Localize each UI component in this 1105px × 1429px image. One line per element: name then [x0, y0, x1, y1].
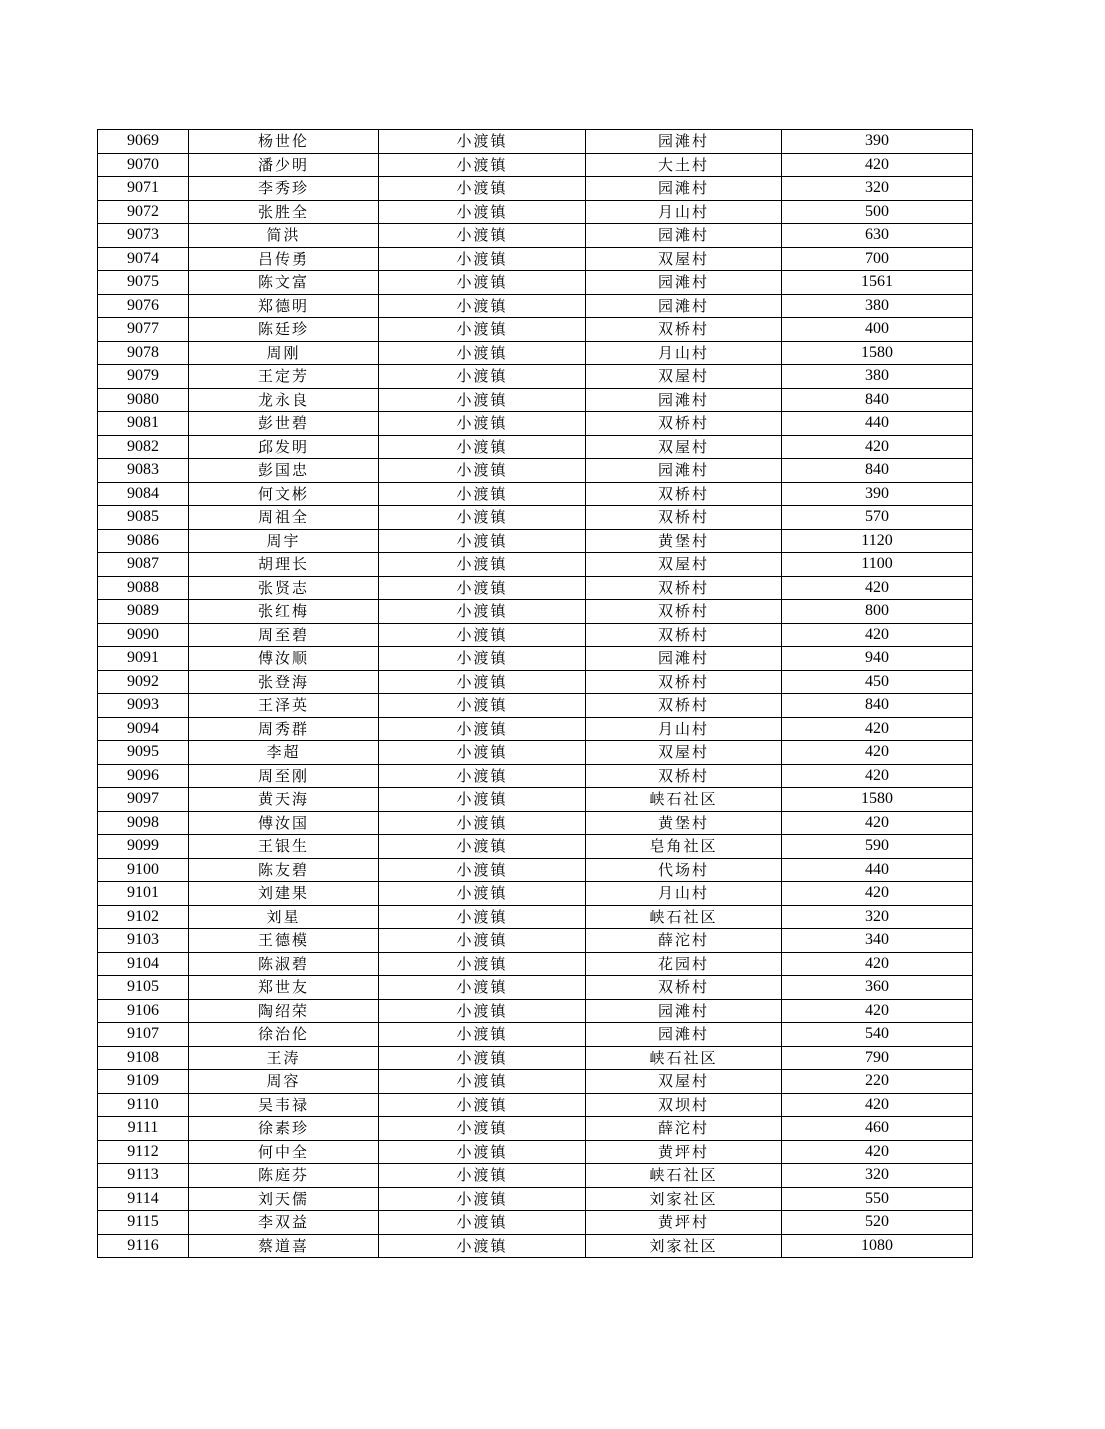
- cell-name: 邱发明: [189, 435, 379, 459]
- cell-amount: 400: [782, 318, 973, 342]
- table-row: [98, 1023, 973, 1047]
- cell-name: 徐素珍: [189, 1117, 379, 1141]
- table-row: [98, 482, 973, 506]
- cell-name: 陶绍荣: [189, 999, 379, 1023]
- cell-id: 9086: [98, 529, 189, 553]
- table-row: [98, 177, 973, 201]
- cell-town: 小渡镇: [379, 388, 586, 412]
- table-row: [98, 741, 973, 765]
- cell-id: 9107: [98, 1023, 189, 1047]
- cell-name: 张贤志: [189, 576, 379, 600]
- cell-id: 9078: [98, 341, 189, 365]
- cell-town: 小渡镇: [379, 412, 586, 436]
- cell-town: 小渡镇: [379, 623, 586, 647]
- cell-name: 陈淑碧: [189, 952, 379, 976]
- cell-amount: 340: [782, 929, 973, 953]
- table-row: [98, 153, 973, 177]
- cell-name: 郑世友: [189, 976, 379, 1000]
- cell-amount: 1561: [782, 271, 973, 295]
- cell-village: 双桥村: [586, 506, 782, 530]
- cell-village: 双屋村: [586, 553, 782, 577]
- cell-amount: 550: [782, 1187, 973, 1211]
- cell-town: 小渡镇: [379, 1140, 586, 1164]
- table-row: [98, 1093, 973, 1117]
- cell-name: 蔡道喜: [189, 1234, 379, 1258]
- cell-village: 园滩村: [586, 647, 782, 671]
- cell-village: 双桥村: [586, 482, 782, 506]
- cell-village: 花园村: [586, 952, 782, 976]
- cell-amount: 390: [782, 482, 973, 506]
- cell-village: 双桥村: [586, 412, 782, 436]
- cell-town: 小渡镇: [379, 976, 586, 1000]
- cell-amount: 790: [782, 1046, 973, 1070]
- table-row: [98, 623, 973, 647]
- cell-village: 峡石社区: [586, 1046, 782, 1070]
- table-body: [98, 130, 973, 1258]
- cell-name: 何中全: [189, 1140, 379, 1164]
- cell-town: 小渡镇: [379, 882, 586, 906]
- cell-id: 9080: [98, 388, 189, 412]
- cell-name: 徐治伦: [189, 1023, 379, 1047]
- cell-town: 小渡镇: [379, 247, 586, 271]
- cell-id: 9076: [98, 294, 189, 318]
- cell-amount: 390: [782, 130, 973, 154]
- cell-name: 王银生: [189, 835, 379, 859]
- cell-amount: 380: [782, 294, 973, 318]
- cell-id: 9094: [98, 717, 189, 741]
- cell-town: 小渡镇: [379, 365, 586, 389]
- cell-village: 峡石社区: [586, 1164, 782, 1188]
- cell-id: 9072: [98, 200, 189, 224]
- cell-town: 小渡镇: [379, 294, 586, 318]
- cell-amount: 1580: [782, 788, 973, 812]
- cell-town: 小渡镇: [379, 1023, 586, 1047]
- cell-id: 9098: [98, 811, 189, 835]
- cell-id: 9105: [98, 976, 189, 1000]
- table-row: [98, 1234, 973, 1258]
- cell-amount: 940: [782, 647, 973, 671]
- cell-village: 双桥村: [586, 694, 782, 718]
- cell-id: 9101: [98, 882, 189, 906]
- cell-village: 黄堡村: [586, 811, 782, 835]
- cell-amount: 360: [782, 976, 973, 1000]
- cell-village: 代场村: [586, 858, 782, 882]
- table-row: [98, 529, 973, 553]
- cell-id: 9087: [98, 553, 189, 577]
- table-row: [98, 365, 973, 389]
- cell-village: 双坝村: [586, 1093, 782, 1117]
- cell-town: 小渡镇: [379, 811, 586, 835]
- cell-id: 9102: [98, 905, 189, 929]
- table-row: [98, 412, 973, 436]
- table-row: [98, 858, 973, 882]
- table-row: [98, 388, 973, 412]
- table-row: [98, 811, 973, 835]
- table-row: [98, 271, 973, 295]
- cell-id: 9097: [98, 788, 189, 812]
- cell-name: 周刚: [189, 341, 379, 365]
- cell-village: 双桥村: [586, 623, 782, 647]
- cell-name: 胡理长: [189, 553, 379, 577]
- cell-amount: 420: [782, 764, 973, 788]
- table-row: [98, 1140, 973, 1164]
- cell-name: 彭国忠: [189, 459, 379, 483]
- cell-id: 9085: [98, 506, 189, 530]
- table-row: [98, 576, 973, 600]
- table-row: [98, 435, 973, 459]
- cell-amount: 460: [782, 1117, 973, 1141]
- cell-id: 9091: [98, 647, 189, 671]
- cell-village: 园滩村: [586, 999, 782, 1023]
- cell-name: 周至刚: [189, 764, 379, 788]
- cell-town: 小渡镇: [379, 153, 586, 177]
- cell-amount: 420: [782, 741, 973, 765]
- cell-id: 9103: [98, 929, 189, 953]
- cell-id: 9081: [98, 412, 189, 436]
- cell-town: 小渡镇: [379, 130, 586, 154]
- cell-village: 双屋村: [586, 741, 782, 765]
- table-row: [98, 670, 973, 694]
- cell-amount: 1120: [782, 529, 973, 553]
- cell-village: 园滩村: [586, 271, 782, 295]
- cell-village: 黄堡村: [586, 529, 782, 553]
- table-row: [98, 1164, 973, 1188]
- cell-amount: 840: [782, 388, 973, 412]
- cell-id: 9088: [98, 576, 189, 600]
- cell-id: 9111: [98, 1117, 189, 1141]
- cell-amount: 420: [782, 1140, 973, 1164]
- cell-village: 双桥村: [586, 976, 782, 1000]
- cell-id: 9071: [98, 177, 189, 201]
- cell-name: 吴韦禄: [189, 1093, 379, 1117]
- cell-name: 傅汝国: [189, 811, 379, 835]
- cell-name: 李超: [189, 741, 379, 765]
- cell-name: 刘建果: [189, 882, 379, 906]
- cell-id: 9089: [98, 600, 189, 624]
- cell-amount: 420: [782, 811, 973, 835]
- table-row: [98, 647, 973, 671]
- cell-amount: 540: [782, 1023, 973, 1047]
- cell-id: 9082: [98, 435, 189, 459]
- cell-village: 黄坪村: [586, 1140, 782, 1164]
- table-row: [98, 318, 973, 342]
- cell-amount: 840: [782, 459, 973, 483]
- cell-town: 小渡镇: [379, 1070, 586, 1094]
- cell-town: 小渡镇: [379, 271, 586, 295]
- cell-id: 9113: [98, 1164, 189, 1188]
- cell-name: 王泽英: [189, 694, 379, 718]
- cell-amount: 220: [782, 1070, 973, 1094]
- cell-id: 9075: [98, 271, 189, 295]
- cell-id: 9090: [98, 623, 189, 647]
- cell-name: 陈廷珍: [189, 318, 379, 342]
- cell-amount: 800: [782, 600, 973, 624]
- cell-name: 潘少明: [189, 153, 379, 177]
- table-row: [98, 1187, 973, 1211]
- cell-amount: 590: [782, 835, 973, 859]
- cell-village: 峡石社区: [586, 788, 782, 812]
- cell-town: 小渡镇: [379, 717, 586, 741]
- cell-name: 张胜全: [189, 200, 379, 224]
- cell-name: 周秀群: [189, 717, 379, 741]
- cell-town: 小渡镇: [379, 1046, 586, 1070]
- cell-name: 周宇: [189, 529, 379, 553]
- cell-town: 小渡镇: [379, 1117, 586, 1141]
- cell-id: 9115: [98, 1211, 189, 1235]
- cell-id: 9100: [98, 858, 189, 882]
- data-table: [97, 129, 973, 1258]
- cell-id: 9095: [98, 741, 189, 765]
- cell-id: 9073: [98, 224, 189, 248]
- cell-name: 黄天海: [189, 788, 379, 812]
- cell-amount: 380: [782, 365, 973, 389]
- cell-name: 杨世伦: [189, 130, 379, 154]
- cell-amount: 630: [782, 224, 973, 248]
- cell-name: 李双益: [189, 1211, 379, 1235]
- table-row: [98, 835, 973, 859]
- cell-town: 小渡镇: [379, 341, 586, 365]
- table-row: [98, 952, 973, 976]
- cell-village: 双屋村: [586, 1070, 782, 1094]
- cell-village: 园滩村: [586, 388, 782, 412]
- cell-town: 小渡镇: [379, 929, 586, 953]
- cell-id: 9104: [98, 952, 189, 976]
- cell-amount: 420: [782, 999, 973, 1023]
- cell-amount: 570: [782, 506, 973, 530]
- cell-village: 园滩村: [586, 294, 782, 318]
- cell-id: 9116: [98, 1234, 189, 1258]
- cell-town: 小渡镇: [379, 553, 586, 577]
- table-row: [98, 717, 973, 741]
- table-row: [98, 553, 973, 577]
- cell-id: 9110: [98, 1093, 189, 1117]
- cell-town: 小渡镇: [379, 647, 586, 671]
- cell-name: 龙永良: [189, 388, 379, 412]
- cell-id: 9099: [98, 835, 189, 859]
- cell-village: 月山村: [586, 717, 782, 741]
- cell-id: 9083: [98, 459, 189, 483]
- cell-town: 小渡镇: [379, 318, 586, 342]
- cell-town: 小渡镇: [379, 764, 586, 788]
- table-row: [98, 1211, 973, 1235]
- cell-name: 刘星: [189, 905, 379, 929]
- cell-village: 双桥村: [586, 670, 782, 694]
- cell-id: 9070: [98, 153, 189, 177]
- cell-town: 小渡镇: [379, 529, 586, 553]
- cell-id: 9096: [98, 764, 189, 788]
- table-row: [98, 294, 973, 318]
- cell-town: 小渡镇: [379, 435, 586, 459]
- cell-amount: 520: [782, 1211, 973, 1235]
- table-row: [98, 247, 973, 271]
- cell-amount: 500: [782, 200, 973, 224]
- table-row: [98, 976, 973, 1000]
- cell-town: 小渡镇: [379, 1187, 586, 1211]
- cell-town: 小渡镇: [379, 741, 586, 765]
- cell-town: 小渡镇: [379, 576, 586, 600]
- cell-village: 皂角社区: [586, 835, 782, 859]
- cell-amount: 840: [782, 694, 973, 718]
- cell-id: 9092: [98, 670, 189, 694]
- cell-village: 峡石社区: [586, 905, 782, 929]
- table-row: [98, 905, 973, 929]
- table-row: [98, 764, 973, 788]
- cell-town: 小渡镇: [379, 200, 586, 224]
- cell-village: 园滩村: [586, 177, 782, 201]
- cell-village: 月山村: [586, 200, 782, 224]
- cell-name: 张红梅: [189, 600, 379, 624]
- table-row: [98, 882, 973, 906]
- cell-village: 大土村: [586, 153, 782, 177]
- cell-town: 小渡镇: [379, 459, 586, 483]
- cell-town: 小渡镇: [379, 999, 586, 1023]
- cell-amount: 420: [782, 952, 973, 976]
- cell-village: 园滩村: [586, 224, 782, 248]
- cell-village: 双桥村: [586, 576, 782, 600]
- table-row: [98, 1117, 973, 1141]
- cell-town: 小渡镇: [379, 224, 586, 248]
- cell-id: 9069: [98, 130, 189, 154]
- cell-name: 周祖全: [189, 506, 379, 530]
- cell-village: 双桥村: [586, 318, 782, 342]
- cell-village: 薛沱村: [586, 1117, 782, 1141]
- cell-id: 9106: [98, 999, 189, 1023]
- cell-village: 刘家社区: [586, 1234, 782, 1258]
- cell-village: 双桥村: [586, 600, 782, 624]
- table-row: [98, 788, 973, 812]
- cell-town: 小渡镇: [379, 858, 586, 882]
- cell-name: 王德模: [189, 929, 379, 953]
- cell-name: 简洪: [189, 224, 379, 248]
- cell-town: 小渡镇: [379, 1164, 586, 1188]
- cell-town: 小渡镇: [379, 670, 586, 694]
- table-row: [98, 1046, 973, 1070]
- cell-amount: 320: [782, 905, 973, 929]
- cell-amount: 420: [782, 717, 973, 741]
- cell-amount: 440: [782, 412, 973, 436]
- cell-village: 园滩村: [586, 1023, 782, 1047]
- table-row: [98, 1070, 973, 1094]
- cell-name: 张登海: [189, 670, 379, 694]
- cell-name: 何文彬: [189, 482, 379, 506]
- table-row: [98, 999, 973, 1023]
- cell-village: 黄坪村: [586, 1211, 782, 1235]
- cell-town: 小渡镇: [379, 600, 586, 624]
- table-row: [98, 200, 973, 224]
- cell-town: 小渡镇: [379, 905, 586, 929]
- cell-amount: 320: [782, 1164, 973, 1188]
- cell-village: 园滩村: [586, 459, 782, 483]
- cell-id: 9074: [98, 247, 189, 271]
- cell-village: 双屋村: [586, 365, 782, 389]
- table-row: [98, 459, 973, 483]
- cell-amount: 420: [782, 576, 973, 600]
- cell-amount: 700: [782, 247, 973, 271]
- cell-town: 小渡镇: [379, 952, 586, 976]
- table-row: [98, 224, 973, 248]
- table-row: [98, 929, 973, 953]
- cell-name: 吕传勇: [189, 247, 379, 271]
- cell-amount: 1080: [782, 1234, 973, 1258]
- cell-town: 小渡镇: [379, 177, 586, 201]
- cell-town: 小渡镇: [379, 694, 586, 718]
- cell-amount: 420: [782, 435, 973, 459]
- cell-amount: 320: [782, 177, 973, 201]
- cell-name: 王定芳: [189, 365, 379, 389]
- cell-name: 周容: [189, 1070, 379, 1094]
- table-row: [98, 600, 973, 624]
- cell-village: 刘家社区: [586, 1187, 782, 1211]
- cell-name: 陈文富: [189, 271, 379, 295]
- cell-town: 小渡镇: [379, 506, 586, 530]
- cell-amount: 420: [782, 882, 973, 906]
- cell-town: 小渡镇: [379, 1234, 586, 1258]
- table-row: [98, 341, 973, 365]
- cell-amount: 1580: [782, 341, 973, 365]
- cell-name: 傅汝顺: [189, 647, 379, 671]
- cell-id: 9109: [98, 1070, 189, 1094]
- cell-id: 9093: [98, 694, 189, 718]
- cell-amount: 1100: [782, 553, 973, 577]
- cell-village: 薛沱村: [586, 929, 782, 953]
- cell-id: 9112: [98, 1140, 189, 1164]
- cell-name: 周至碧: [189, 623, 379, 647]
- cell-town: 小渡镇: [379, 482, 586, 506]
- cell-name: 陈庭芬: [189, 1164, 379, 1188]
- cell-village: 园滩村: [586, 130, 782, 154]
- cell-name: 郑德明: [189, 294, 379, 318]
- table-row: [98, 130, 973, 154]
- cell-amount: 420: [782, 623, 973, 647]
- cell-town: 小渡镇: [379, 788, 586, 812]
- cell-name: 陈友碧: [189, 858, 379, 882]
- cell-name: 彭世碧: [189, 412, 379, 436]
- table-row: [98, 506, 973, 530]
- cell-town: 小渡镇: [379, 1093, 586, 1117]
- cell-id: 9108: [98, 1046, 189, 1070]
- cell-name: 王涛: [189, 1046, 379, 1070]
- cell-village: 双桥村: [586, 764, 782, 788]
- cell-village: 月山村: [586, 882, 782, 906]
- cell-id: 9084: [98, 482, 189, 506]
- cell-id: 9079: [98, 365, 189, 389]
- cell-village: 月山村: [586, 341, 782, 365]
- cell-town: 小渡镇: [379, 835, 586, 859]
- cell-amount: 440: [782, 858, 973, 882]
- cell-name: 李秀珍: [189, 177, 379, 201]
- cell-amount: 420: [782, 153, 973, 177]
- cell-name: 刘天儒: [189, 1187, 379, 1211]
- cell-village: 双屋村: [586, 247, 782, 271]
- cell-town: 小渡镇: [379, 1211, 586, 1235]
- cell-id: 9114: [98, 1187, 189, 1211]
- cell-id: 9077: [98, 318, 189, 342]
- cell-amount: 420: [782, 1093, 973, 1117]
- cell-village: 双屋村: [586, 435, 782, 459]
- table-row: [98, 694, 973, 718]
- cell-amount: 450: [782, 670, 973, 694]
